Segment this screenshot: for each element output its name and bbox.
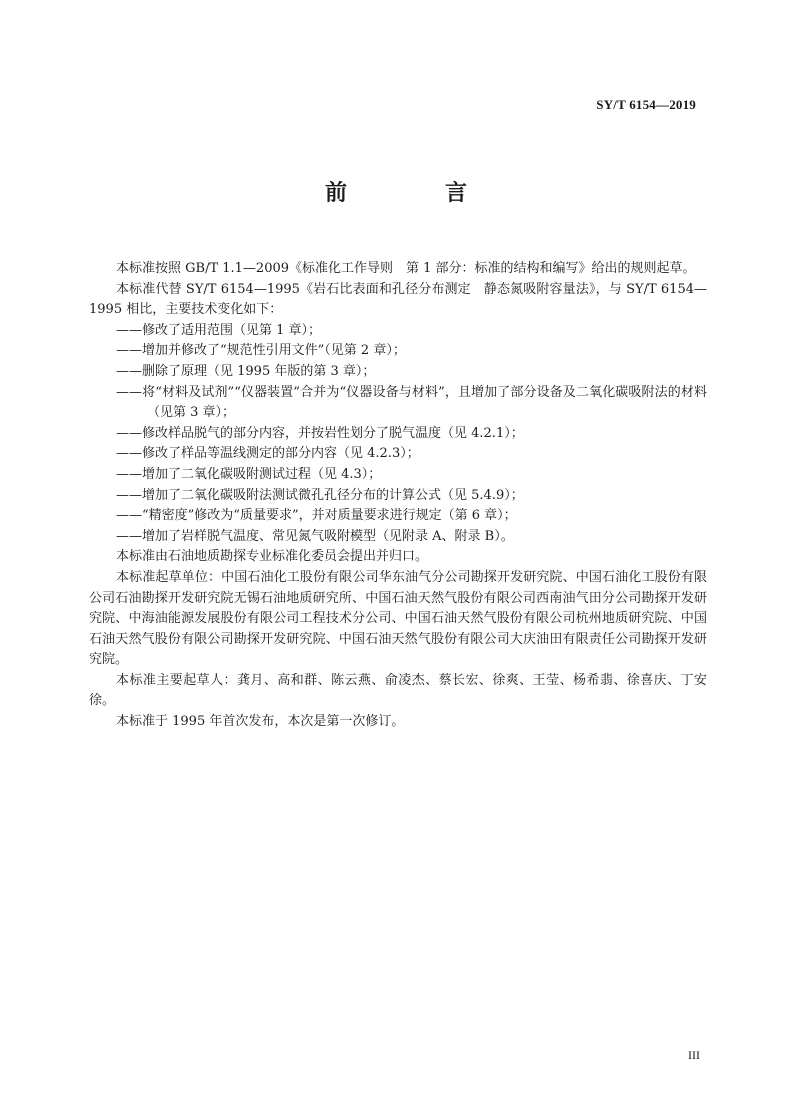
- change-item: ——修改了适用范围（见第 1 章）；: [116, 322, 322, 338]
- change-item: ——将“材料及试剂”“仪器装置”合并为“仪器设备与材料”，且增加了部分设备及二氧化碳吸附法的材料（见第 3 章）；: [116, 384, 707, 421]
- foreword-body: [89, 259, 707, 733]
- change-item: ——删除了原理（见 1995 年版的第 3 章）；: [116, 363, 376, 379]
- change-item: ——“精密度”修改为“质量要求”，并对质量要求进行规定（第 6 章）；: [116, 508, 517, 524]
- paragraph-proposer: 本标准由石油地质勘探专业标准化委员会提出并归口。: [116, 549, 429, 565]
- paragraph-history: 本标准于 1995 年首次发布，本次是第一次修订。: [116, 714, 405, 730]
- standard-number: SY/T 6154—2019: [596, 97, 696, 112]
- change-item: ——增加了岩样脱气温度、常见氮气吸附模型（见附录 A、附录 B）。: [116, 528, 514, 544]
- paragraph-drafting-units: 本标准起草单位：中国石油化工股份有限公司华东油气分公司勘探开发研究院、中国石油化工股份有限公司石油勘探开发研究院无锡石油地质研究所、中国石油天然气股份有限公司西南油气田分公司勘探开发研究院、中海油能源发展股份有限公司工程技术分公司、中国石油天然气股份有限公司杭州地质研究院、中国石油天然气股份有限公司勘探开发研究院、中国石油天然气股份有限公司大庆油田有限责任公司勘探开发研究院。: [89, 569, 707, 668]
- page-title: 前 言: [324, 181, 505, 206]
- change-item: ——增加了二氧化碳吸附法测试微孔孔径分布的计算公式（见 5.4.9）；: [116, 487, 524, 503]
- change-item: ——增加并修改了“规范性引用文件”（见第 2 章）；: [116, 343, 406, 359]
- change-item: ——修改了样品等温线测定的部分内容（见 4.2.3）；: [116, 446, 420, 462]
- change-item: ——修改样品脱气的部分内容，并按岩性划分了脱气温度（见 4.2.1）；: [116, 425, 524, 441]
- change-item: ——增加了二氧化碳吸附测试过程（见 4.3）；: [116, 466, 382, 482]
- paragraph-drafters: 本标准主要起草人：龚月、高和群、陈云燕、俞凌杰、蔡长宏、徐爽、王莹、杨希翡、徐喜庆、丁安徐。: [89, 672, 707, 709]
- paragraph-drafting-rules: 本标准按照 GB/T 1.1—2009《标准化工作导则 第 1 部分：标准的结构和编写》给出的规则起草。: [116, 261, 696, 276]
- page-number: III: [688, 1048, 700, 1062]
- paragraph-replacement: 本标准代替 SY/T 6154—1995《岩石比表面和孔径分布测定 静态氮吸附容量法》，与 SY/T 6154—1995 相比，主要技术变化如下：: [89, 281, 707, 318]
